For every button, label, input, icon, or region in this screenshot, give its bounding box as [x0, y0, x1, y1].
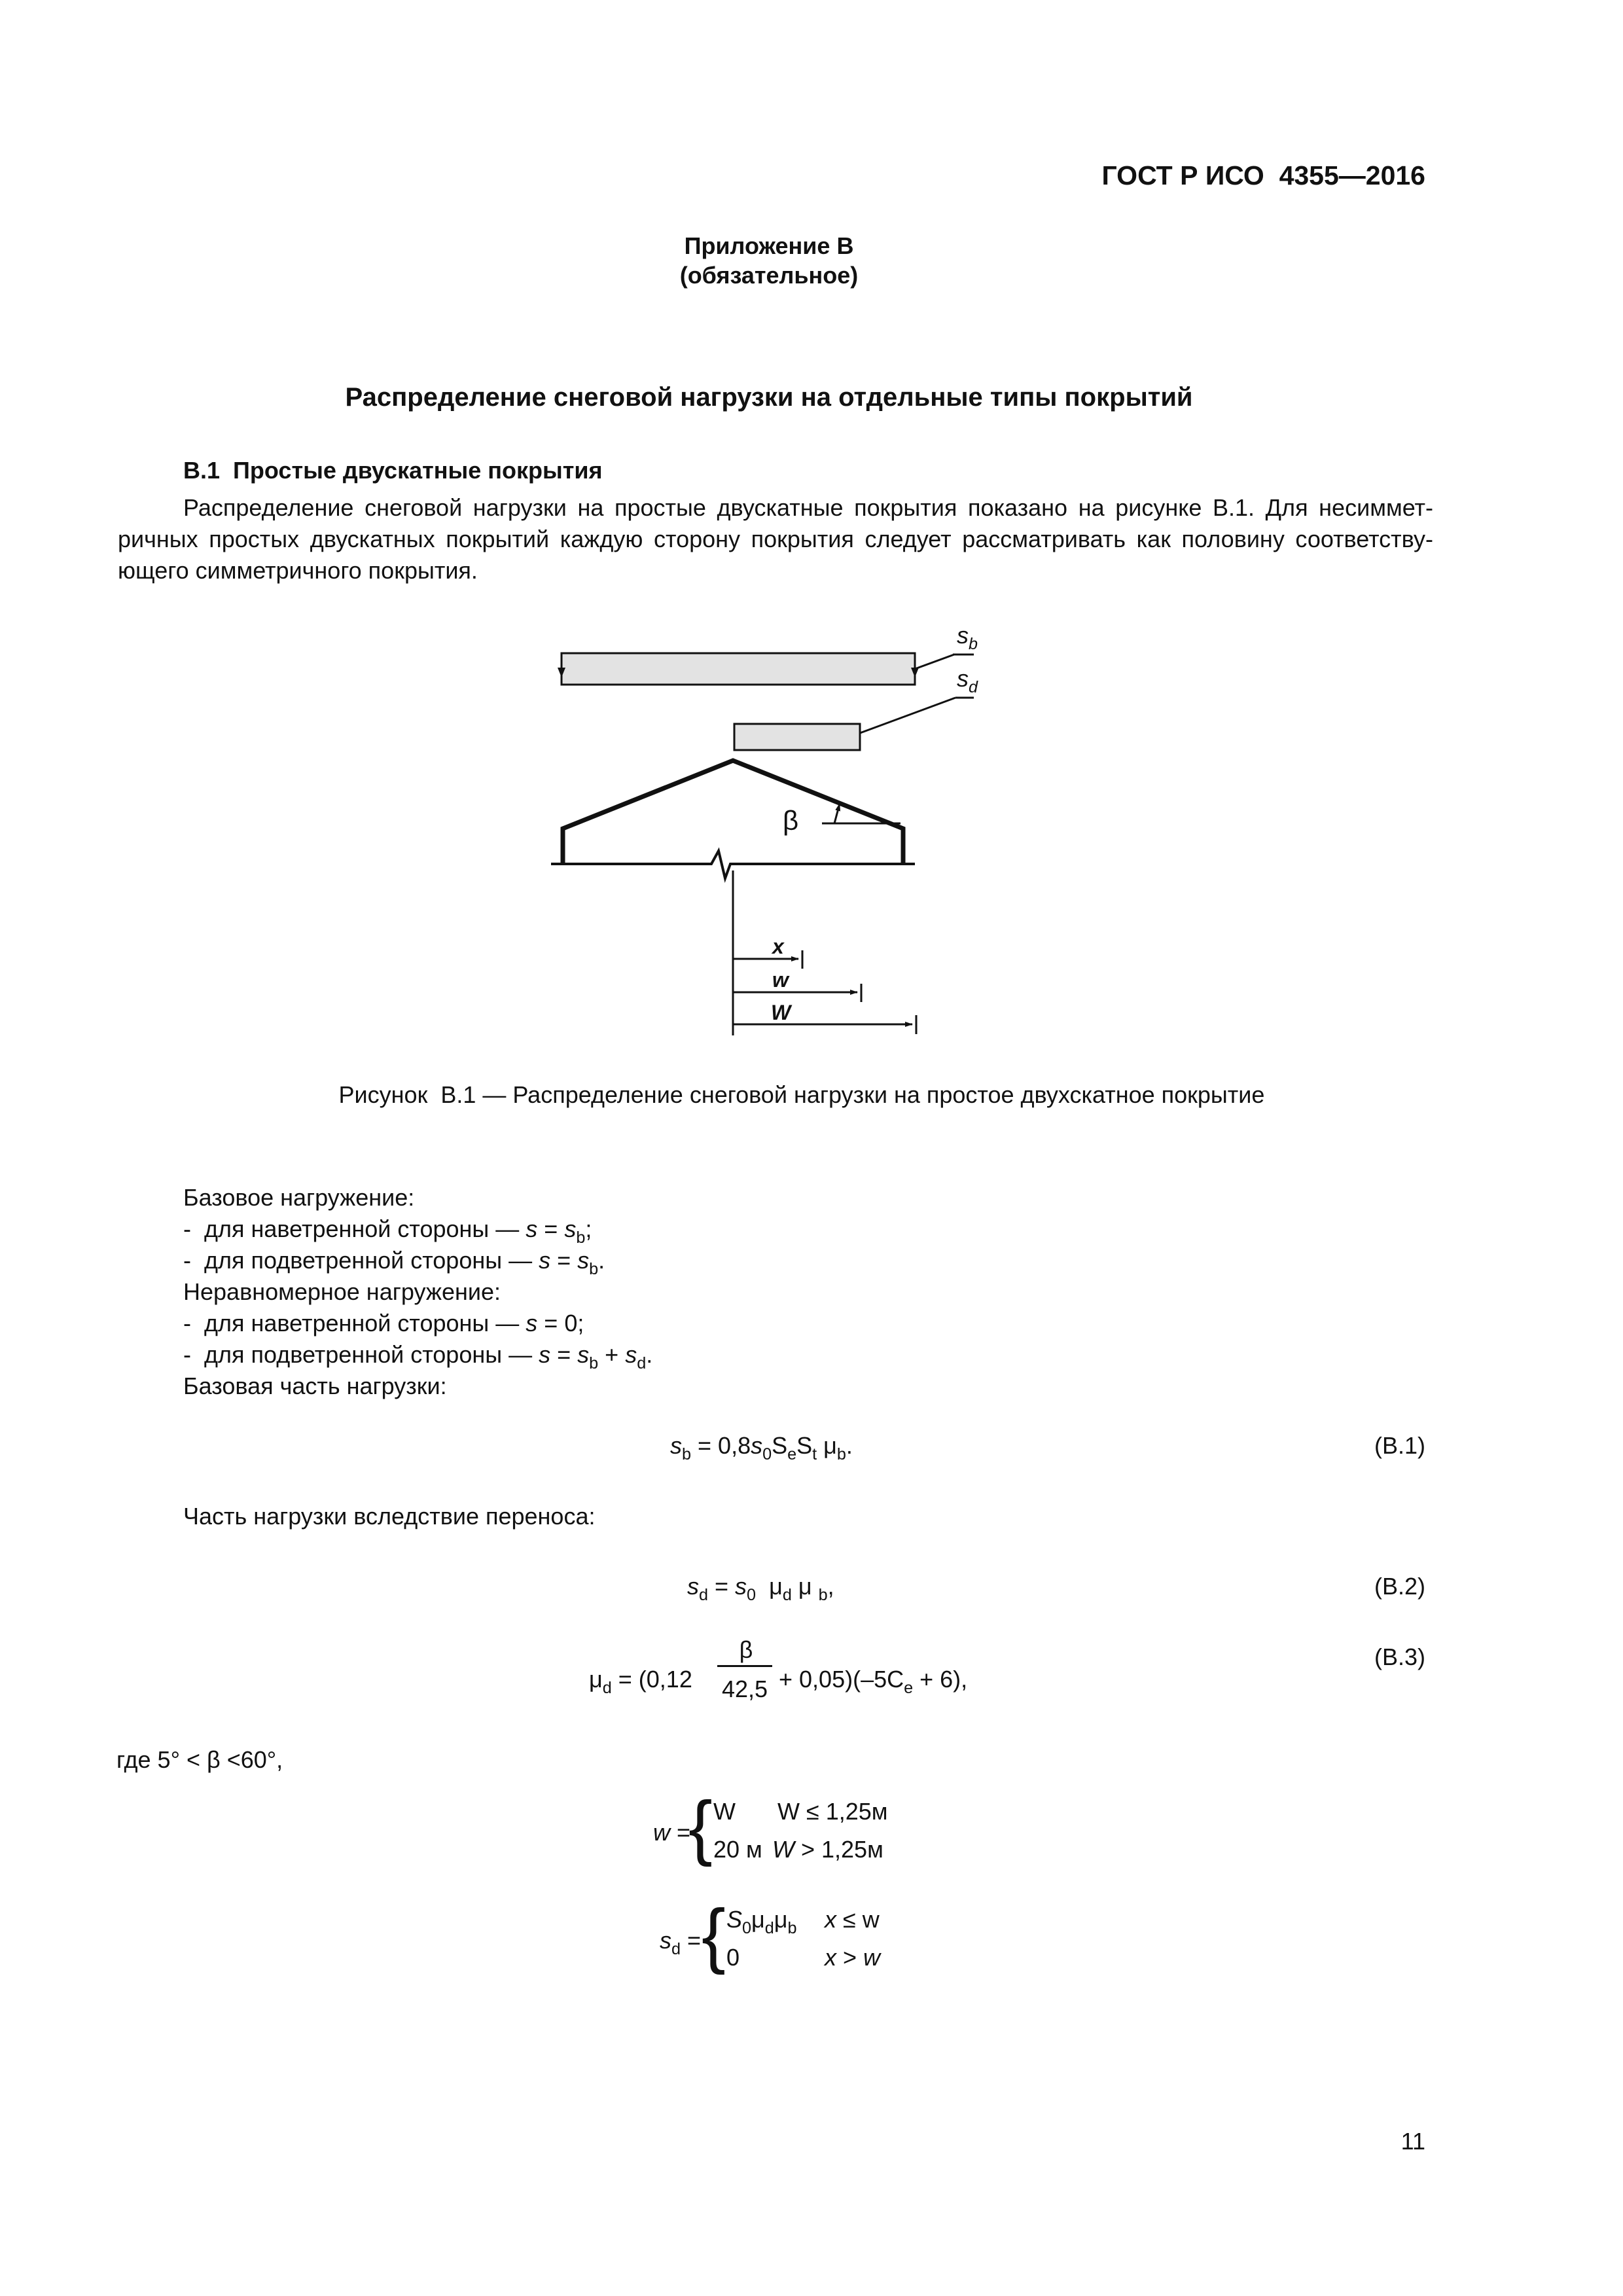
drift-load-strip: [734, 724, 860, 750]
subsection-title: Простые двускатные покрытия: [233, 457, 603, 484]
standard-number: ГОСТ Р ИСО 4355—2016: [1101, 160, 1425, 190]
base-leeward-line: - для подветренной стороны — $s = s_b$.: [183, 1247, 605, 1278]
subsection-heading: [183, 455, 603, 486]
base-part-title: Базовая часть нагрузки:: [183, 1372, 447, 1399]
subsection-number: В.1: [183, 457, 221, 484]
x-label: x: [772, 935, 784, 958]
section-title: Распределение снеговой нагрузки на отдельные типы покрытий: [345, 383, 1193, 412]
sd-piecewise: $s_d$ = { $S_0\mu_d\mu_b$ x ≤ w 0 x > w: [660, 1895, 881, 1975]
equation-b1: $s_b = 0,8s_0S_eS_t$ $\mu_b$.: [670, 1432, 853, 1463]
uneven-loading-title: Неравномерное нагружение:: [183, 1278, 501, 1305]
equation-b1-number: (В.1): [1374, 1432, 1425, 1459]
uneven-leeward-line: - для подветренной стороны — $s = s_b + s_d$.: [183, 1341, 653, 1372]
snow-load-diagram: [537, 615, 995, 1047]
figure-caption: Рисунок В.1 — Распределение снеговой нагрузки на простое двухскатное покрытие: [338, 1081, 1265, 1108]
sb-label: $s_b$: [957, 622, 978, 653]
equation-b2: $s_d = s_0$ $\mu_d$ μ $_b$,: [687, 1573, 834, 1604]
appendix-status: (обязательное): [679, 262, 859, 289]
base-loading-title: Базовое нагружение:: [183, 1184, 415, 1211]
beta-condition: где 5° < β <60°,: [116, 1746, 283, 1773]
transfer-title: Часть нагрузки вследствие переноса:: [183, 1503, 596, 1530]
equation-b2-number: (В.2): [1374, 1573, 1425, 1600]
beta-label: β: [783, 805, 799, 836]
W-label: W: [771, 1001, 791, 1024]
beta-arrow: [834, 804, 840, 823]
base-load-strip: [562, 653, 915, 685]
loading-block: [183, 1182, 652, 1402]
equation-b3-number: (В.3): [1374, 1643, 1425, 1670]
sd-label: $s_d$: [957, 665, 978, 696]
uneven-windward-line: - для наветренной стороны — s = 0;: [183, 1310, 584, 1336]
w-piecewise: w = { W W ≤ 1,25м 20 м W > 1,25м: [653, 1787, 888, 1867]
subsection-paragraph: Распределение снеговой нагрузки на простые двускатные покрытия показано на рисунке В.1. Для несиммет-ричных простых двускатных покрытий каждую сторону покрытия следует рассматривать как половину соответству-ющего симметричного покрытия.: [118, 494, 1433, 584]
w-label: w: [772, 968, 789, 992]
sd-leader-line: [860, 698, 955, 733]
page-number: 11: [1400, 2128, 1425, 2155]
appendix-title: Приложение В: [684, 232, 854, 259]
roof-outline: [563, 761, 903, 864]
equation-b3: $\mu_d = (0,12$ β 42,5 + $0,05)(-5C_e + 6)$,: [589, 1636, 968, 1702]
base-windward-line: - для наветренной стороны — $s = s_b$;: [183, 1215, 592, 1247]
sb-leader-line: [915, 655, 954, 669]
